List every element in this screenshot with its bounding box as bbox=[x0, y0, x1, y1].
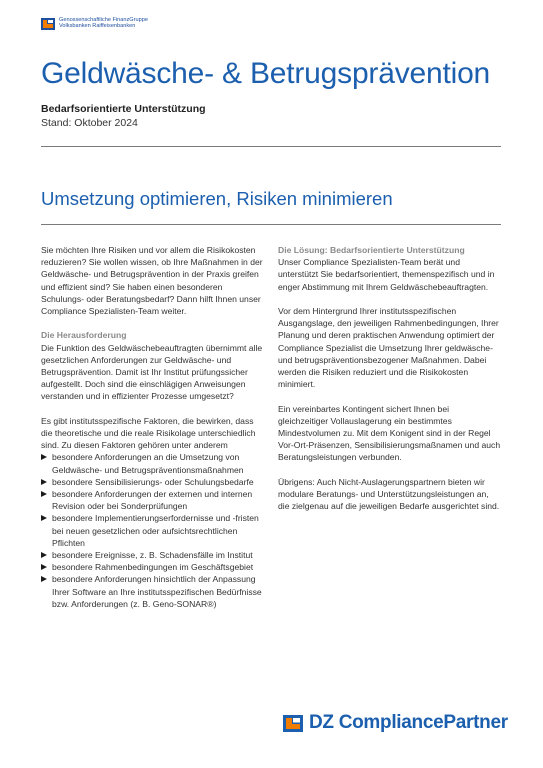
triangle-bullet-icon bbox=[41, 552, 47, 558]
section-heading: Umsetzung optimieren, Risiken minimieren bbox=[41, 188, 393, 209]
challenge-paragraph: Die Funktion des Geldwäschebeauftragten übernimmt alle gesetzlichen Anforderungen zur Geldwäsche- und Betrugsprävention. Damit ist Ihr Institut prüfungssicher aufgestellt. Doch sind die einschlägigen Anweisungen verstanden und in effizienter Prozesse umgesetzt? bbox=[41, 342, 263, 402]
dz-logo-icon bbox=[283, 715, 303, 732]
list-item bbox=[41, 573, 264, 610]
triangle-bullet-icon bbox=[41, 515, 47, 521]
logo-line-1: Genossenschaftliche FinanzGruppe bbox=[59, 17, 148, 23]
intro-paragraph: Sie möchten Ihre Risiken und vor allem die Risikokosten reduzieren? Sie wollen wissen, ob Ihre Maßnahmen in der Geldwäsche- und Betrugsprävention in der Praxis greifen und effizient sind? Sie haben einen besonderen Schulungs- oder Beratungsbedarf? Dann hilft Ihnen unser Compliance Spezialisten-Team weiter. bbox=[41, 245, 263, 317]
solution-paragraph-4: Übrigens: Auch Nicht-Auslagerungspartnern bieten wir modulare Beratungs- und Unterstützungsleistungen an, die zielgenau auf die jeweiligen Bedarfe ausgerichtet sind. bbox=[278, 476, 500, 512]
list-item-text: besondere Implementierungserfordernisse und -fristen bei neuen gesetzlichen oder aufsichtsrechtlichen Pflichten bbox=[52, 513, 259, 548]
list-item bbox=[41, 451, 264, 475]
footer-logo bbox=[283, 712, 508, 734]
factors-intro: Es gibt institutsspezifische Faktoren, die bewirken, dass die theoretische und die reale Risikolage unterschiedlich sind. Zu diesen Faktoren gehören unter anderem bbox=[41, 415, 256, 451]
list-item-text: besondere Ereignisse, z. B. Schadensfälle im Institut bbox=[52, 550, 253, 561]
page-subtitle: Bedarfsorientierte Unterstützung bbox=[41, 103, 206, 115]
list-item-text: besondere Anforderungen der externen und internen Revision oder bei Sonderprüfungen bbox=[52, 489, 253, 512]
logo-line-2: Volksbanken Raiffeisenbanken bbox=[59, 23, 136, 30]
triangle-bullet-icon bbox=[41, 564, 47, 570]
list-item-text: besondere Anforderungen an die Umsetzung von Geldwäsche- und Betrugspräventionsmaßnahmen bbox=[52, 452, 244, 475]
solution-heading: Die Lösung: Bedarfsorientierte Unterstützung bbox=[278, 245, 465, 255]
right-column bbox=[278, 244, 501, 512]
list-item bbox=[41, 476, 264, 488]
challenge-heading: Die Herausforderung bbox=[41, 330, 127, 341]
solution-paragraph-1: Unser Compliance Spezialisten-Team berät und unterstützt Sie bedarfsorientiert, themenspezifisch und in enger Abstimmung mit Ihrem Geldwäschebeauftragten. bbox=[278, 257, 495, 292]
divider-bottom bbox=[41, 224, 501, 225]
divider-top bbox=[41, 146, 501, 147]
solution-paragraph-3: Ein vereinbartes Kontingent sichert Ihnen bei gleichzeitiger Vollauslagerung ein bestimmtes Mindestvolumen zu. Mit dem Konigent sind in der Regel Vor-Ort-Präsenzen, Sensibilisierungsmaßnamen und auch Beratungsleistungen verbunden. bbox=[278, 403, 501, 463]
date-line: Stand: Oktober 2024 bbox=[41, 117, 138, 129]
triangle-bullet-icon bbox=[41, 479, 47, 485]
list-item-text: besondere Sensibilisierungs- oder Schulungsbedarfe bbox=[52, 476, 254, 487]
vr-logo-icon bbox=[41, 17, 55, 29]
list-item-text: besondere Anforderungen hinsichtlich der Anpassung Ihrer Software an Ihre institutsspezifischen Bedürfnisse bzw. Anforderungen (z. B. Geno-SONAR®) bbox=[52, 574, 262, 609]
factors-list bbox=[41, 451, 264, 610]
list-item bbox=[41, 488, 264, 512]
triangle-bullet-icon bbox=[41, 454, 47, 460]
page-title: Geldwäsche- & Betrugsprävention bbox=[41, 57, 491, 90]
triangle-bullet-icon bbox=[41, 576, 47, 582]
list-item-text: besondere Rahmenbedingungen im Geschäftsgebiet bbox=[52, 562, 254, 573]
list-item bbox=[41, 561, 264, 573]
list-item bbox=[41, 512, 264, 549]
solution-paragraph-2: Vor dem Hintergrund Ihrer institutsspezifischen Ausgangslage, den jeweiligen Rahmenbedingungen, Ihrer Planung und deren praktischen Anwendung optimiert der Compliance Spezialist die Umsetzung Ihrer geldwäsche- und betrugspräventionsbezogener Maßnahmen. Dabei werden die Risiken reduziert und die Risikokosten minimiert. bbox=[278, 306, 499, 390]
header-logo bbox=[41, 17, 148, 30]
left-column bbox=[41, 244, 264, 610]
logo-text bbox=[59, 17, 148, 30]
triangle-bullet-icon bbox=[41, 491, 47, 497]
footer-brand: DZ CompliancePartner bbox=[309, 712, 508, 733]
list-item bbox=[41, 549, 264, 561]
